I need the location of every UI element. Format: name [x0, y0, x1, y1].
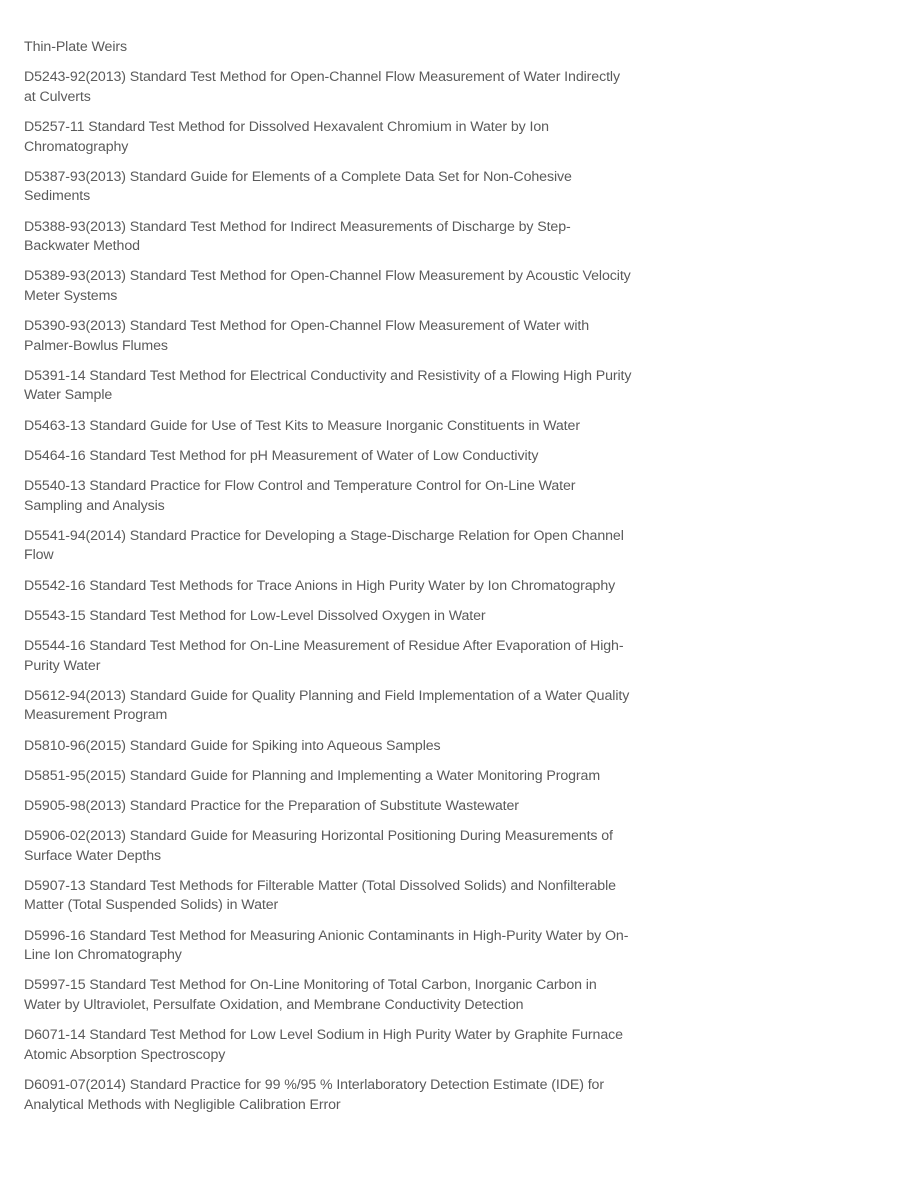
list-item: Thin-Plate Weirs [24, 39, 127, 55]
list-item: D5463-13 Standard Guide for Use of Test Kits to Measure Inorganic Constituents in Water [24, 417, 580, 434]
list-item: D5387-93(2013) Standard Guide for Elements of a Complete Data Set for Non-Cohesive Sediments [24, 168, 572, 205]
list-item: D5257-11 Standard Test Method for Dissolved Hexavalent Chromium in Water by Ion Chromatography [24, 118, 549, 155]
list-item: D5996-16 Standard Test Method for Measuring Anionic Contaminants in High-Purity Water by On-Line Ion Chromatography [24, 927, 629, 964]
list-item: D5905-98(2013) Standard Practice for the Preparation of Substitute Wastewater [24, 797, 519, 814]
list-item: D5389-93(2013) Standard Test Method for Open-Channel Flow Measurement by Acoustic Velocity Meter Systems [24, 268, 631, 304]
list-item: D5543-15 Standard Test Method for Low-Level Dissolved Oxygen in Water [24, 607, 486, 624]
list-item: D5544-16 Standard Test Method for On-Line Measurement of Residue After Evaporation of High-Purity Water [24, 637, 624, 674]
list-item: D5390-93(2013) Standard Test Method for Open-Channel Flow Measurement of Water with Palmer-Bowlus Flumes [24, 318, 590, 354]
list-item: D5391-14 Standard Test Method for Electrical Conductivity and Resistivity of a Flowing High Purity Water Sample [24, 367, 632, 404]
list-item: D5810-96(2015) Standard Guide for Spiking into Aqueous Samples [24, 737, 441, 754]
list-item: D5906-02(2013) Standard Guide for Measuring Horizontal Positioning During Measurements of Surface Water Depths [24, 828, 613, 864]
list-item: D6071-14 Standard Test Method for Low Level Sodium in High Purity Water by Graphite Furnace Atomic Absorption Spectroscopy [24, 1027, 623, 1063]
list-item: D5540-13 Standard Practice for Flow Control and Temperature Control for On-Line Water Sampling and Analysis [24, 478, 576, 514]
list-item: D5851-95(2015) Standard Guide for Planning and Implementing a Water Monitoring Program [24, 767, 601, 784]
standards-list [24, 38, 634, 1126]
list-item: D5243-92(2013) Standard Test Method for Open-Channel Flow Measurement of Water Indirectly at Culverts [24, 69, 620, 105]
list-item: D5997-15 Standard Test Method for On-Line Monitoring of Total Carbon, Inorganic Carbon in Water by Ultraviolet, Persulfate Oxidation, and Membrane Conductivity Detection [24, 977, 597, 1014]
list-item: D5541-94(2014) Standard Practice for Developing a Stage-Discharge Relation for Open Channel Flow [24, 527, 624, 564]
list-item: D5612-94(2013) Standard Guide for Quality Planning and Field Implementation of a Water Quality Measurement Program [24, 687, 630, 724]
list-item: D5388-93(2013) Standard Test Method for Indirect Measurements of Discharge by Step-Backwater Method [24, 218, 571, 255]
list-item: D5907-13 Standard Test Methods for Filterable Matter (Total Dissolved Solids) and Nonfilterable Matter (Total Suspended Solids) in Water [24, 877, 616, 914]
list-item: D5542-16 Standard Test Methods for Trace Anions in High Purity Water by Ion Chromatography [24, 577, 616, 594]
list-item: D5464-16 Standard Test Method for pH Measurement of Water of Low Conductivity [24, 447, 539, 464]
list-item: D6091-07(2014) Standard Practice for 99 %/95 % Interlaboratory Detection Estimate (IDE) for Analytical Methods with Negligible Calibration Error [24, 1077, 604, 1113]
